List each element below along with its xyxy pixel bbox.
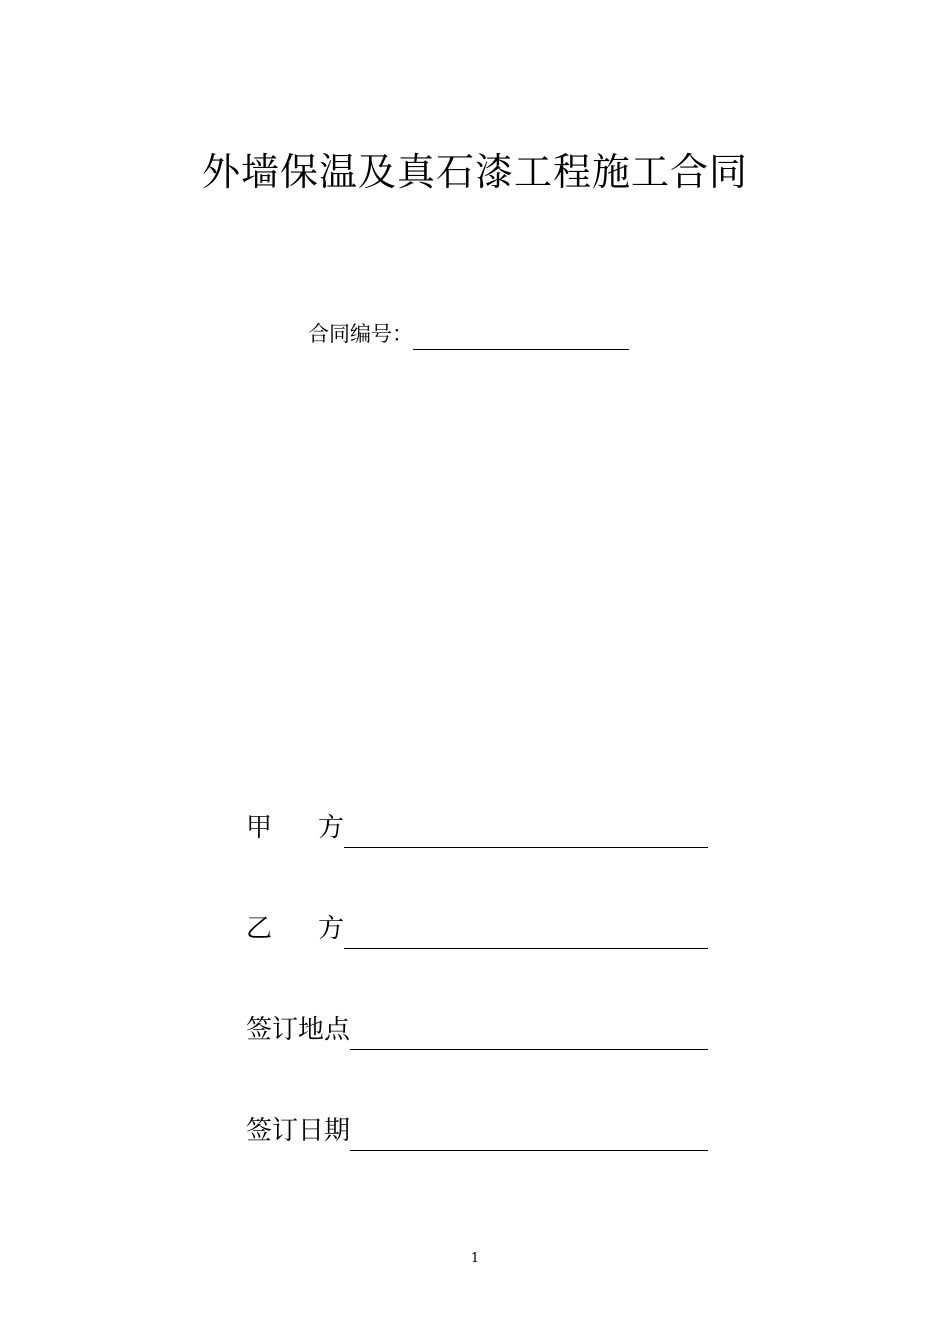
signing-place-row (246, 1010, 708, 1050)
contract-number-row (308, 318, 629, 350)
page-number: 1 (470, 1251, 480, 1266)
signing-date-blank (350, 1119, 708, 1151)
signing-date-row (246, 1111, 708, 1151)
contract-number-blank (413, 324, 629, 350)
party-a-row (246, 808, 708, 848)
party-b-row (246, 909, 708, 949)
signing-place-label: 签订地点 (246, 1015, 351, 1045)
party-b-label-first: 乙 (246, 914, 273, 944)
party-b-label-second: 方 (318, 914, 345, 944)
signing-place-blank (350, 1018, 708, 1050)
page-title: 外墙保温及真石漆工程施工合同 (201, 150, 748, 194)
party-a-label-second: 方 (318, 813, 345, 843)
contract-number-label: 合同编号： (308, 322, 413, 346)
party-a-label-first: 甲 (246, 813, 273, 843)
party-b-blank (344, 917, 708, 949)
party-a-blank (344, 816, 708, 848)
signing-date-label: 签订日期 (246, 1116, 351, 1146)
